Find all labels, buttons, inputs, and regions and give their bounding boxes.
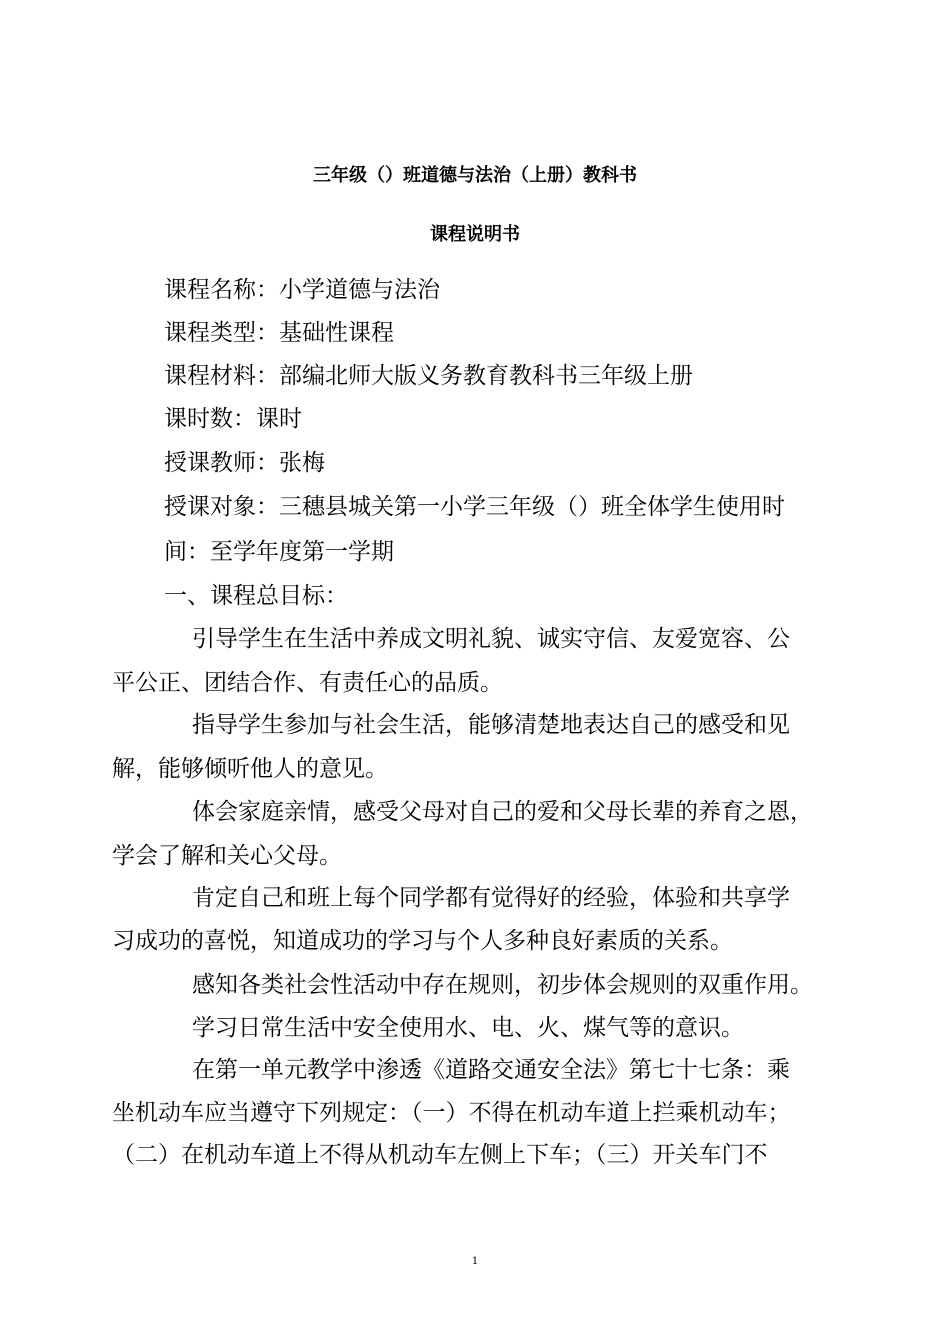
field-teacher: 授课教师：张梅 bbox=[164, 450, 325, 476]
paragraph-line: 坐机动车应当遵守下列规定：（一）不得在机动车道上拦乘机动车； bbox=[112, 1100, 791, 1126]
paragraph-line: 习成功的喜悦，知道成功的学习与个人多种良好素质的关系。 bbox=[112, 928, 733, 954]
paragraph-line: （二）在机动车道上不得从机动车左侧上下车；（三）开关车门不 bbox=[112, 1142, 768, 1168]
document-title: 三年级（）班道德与法治（上册）教科书 bbox=[313, 165, 637, 186]
paragraph-line: 学会了解和关心父母。 bbox=[112, 843, 342, 869]
paragraph-line: 学习日常生活中安全使用水、电、火、煤气等的意识。 bbox=[192, 1015, 744, 1041]
field-audience: 授课对象：三穗县城关第一小学三年级（）班全体学生使用时 bbox=[164, 494, 785, 520]
paragraph-line: 在第一单元教学中渗透《道路交通安全法》第七十七条：乘 bbox=[192, 1057, 790, 1083]
field-audience-continued: 间：至学年度第一学期 bbox=[164, 539, 394, 565]
page-number: 1 bbox=[471, 1256, 479, 1267]
paragraph-line: 感知各类社会性活动中存在规则，初步体会规则的双重作用。 bbox=[192, 972, 813, 998]
paragraph-line: 引导学生在生活中养成文明礼貌、诚实守信、友爱宽容、公 bbox=[192, 626, 790, 652]
section-heading: 一、课程总目标： bbox=[164, 583, 348, 609]
field-course-material: 课程材料：部编北师大版义务教育教科书三年级上册 bbox=[164, 363, 693, 389]
paragraph-line: 体会家庭亲情，感受父母对自己的爱和父母长辈的养育之恩， bbox=[192, 799, 813, 825]
field-class-hours: 课时数：课时 bbox=[164, 406, 302, 432]
paragraph-line: 肯定自己和班上每个同学都有觉得好的经验，体验和共享学 bbox=[192, 885, 790, 911]
field-course-name: 课程名称：小学道德与法治 bbox=[164, 277, 440, 303]
field-course-type: 课程类型：基础性课程 bbox=[164, 320, 394, 346]
paragraph-line: 平公正、团结合作、有责任心的品质。 bbox=[112, 670, 503, 696]
document-subtitle: 课程说明书 bbox=[430, 224, 520, 245]
paragraph-line: 解，能够倾听他人的意见。 bbox=[112, 756, 388, 782]
paragraph-line: 指导学生参加与社会生活，能够清楚地表达自己的感受和见 bbox=[192, 712, 790, 738]
